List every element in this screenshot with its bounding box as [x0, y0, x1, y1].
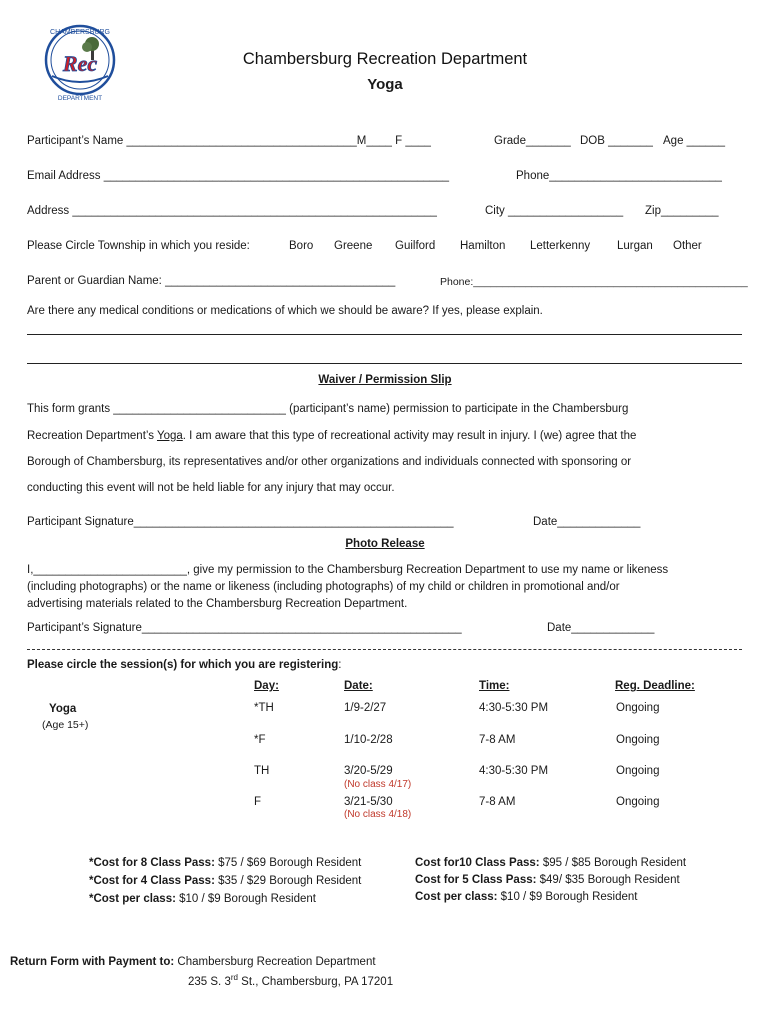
page-subtitle: Yoga — [367, 76, 403, 93]
township-option-other[interactable]: Other — [673, 240, 702, 252]
cost-left-1 — [89, 857, 361, 869]
session-day[interactable]: *TH — [254, 702, 274, 714]
photo-line-1: I,________________________, give my permission to the Chambersburg Recreation Department to use my name or likeness — [27, 564, 669, 576]
address-a: 235 S. 3 — [188, 975, 231, 988]
cost-left-3 — [89, 893, 316, 905]
age-field[interactable]: Age ______ — [663, 135, 726, 147]
return-address — [188, 973, 393, 988]
participant-name-field[interactable]: Participant’s Name ____________________________________M____ F ____ — [27, 135, 431, 147]
dob-field[interactable]: DOB _______ — [580, 135, 653, 147]
township-option-boro[interactable]: Boro — [289, 240, 314, 252]
session-deadline: Ongoing — [616, 734, 660, 746]
cost-value: $35 / $29 Borough Resident — [214, 875, 362, 887]
sessions-heading — [27, 659, 341, 671]
township-option-hamilton[interactable]: Hamilton — [460, 240, 506, 252]
program-age: (Age 15+) — [42, 719, 89, 731]
cost-right-1 — [415, 857, 686, 869]
return-label: Return Form with Payment to: — [10, 956, 175, 968]
session-date[interactable]: 3/21-5/30 — [344, 796, 393, 808]
photo-line-2: (including photographs) or the name or likeness (including photographs) of my child or children in promotional and/or — [27, 581, 620, 593]
township-option-letterkenny[interactable]: Letterkenny — [530, 240, 591, 252]
session-note: (No class 4/18) — [344, 809, 412, 820]
address-field[interactable]: Address _________________________________________________________ — [27, 205, 437, 217]
township-label: Please Circle Township in which you reside: — [27, 240, 250, 252]
guardian-name-field[interactable]: Parent or Guardian Name: ____________________________________ — [27, 275, 396, 287]
logo-bottom-text: DEPARTMENT — [57, 95, 103, 102]
cost-label: *Cost for 8 Class Pass: — [89, 857, 215, 869]
session-deadline: Ongoing — [616, 702, 660, 714]
program-name: Yoga — [49, 703, 77, 715]
cost-value: $95 / $85 Borough Resident — [539, 857, 687, 869]
cost-label: *Cost for 4 Class Pass: — [89, 875, 215, 887]
sessions-heading-colon: : — [338, 659, 342, 671]
cost-value: $10 / $9 Borough Resident — [175, 893, 316, 905]
medical-answer-line-2[interactable] — [27, 363, 742, 364]
medical-answer-line-1[interactable] — [27, 334, 742, 335]
session-date[interactable]: 1/9-2/27 — [344, 702, 387, 714]
participant-signature-field[interactable]: Participant Signature__________________________________________________ — [27, 516, 454, 528]
city-field[interactable]: City __________________ — [485, 205, 624, 217]
cost-value: $75 / $69 Borough Resident — [214, 857, 362, 869]
grade-field[interactable]: Grade_______ — [494, 135, 571, 147]
session-deadline: Ongoing — [616, 765, 660, 777]
cost-right-3 — [415, 891, 637, 903]
waiver-yoga: Yoga — [156, 430, 183, 442]
session-date[interactable]: 3/20-5/29 — [344, 765, 393, 777]
waiver-heading: Waiver / Permission Slip — [318, 374, 452, 386]
session-day[interactable]: F — [254, 796, 262, 808]
session-day[interactable]: *F — [254, 734, 266, 746]
col-date: Date: — [344, 680, 373, 692]
page-title: Chambersburg Recreation Department — [242, 50, 528, 68]
col-time: Time: — [479, 680, 510, 692]
cost-label: Cost for10 Class Pass: — [415, 857, 540, 869]
photo-heading: Photo Release — [345, 538, 425, 550]
logo-main-text: Rec — [62, 51, 98, 76]
zip-field[interactable]: Zip_________ — [645, 205, 719, 217]
township-option-greene[interactable]: Greene — [334, 240, 373, 252]
waiver-line-2 — [27, 430, 636, 442]
address-b: St., Chambersburg, PA 17201 — [237, 975, 394, 988]
waiver-line-2a: Recreation Department’s — [27, 430, 157, 442]
cost-label: Cost for 5 Class Pass: — [415, 874, 537, 886]
photo-signature-field[interactable]: Participant’s Signature__________________________________________________ — [27, 622, 462, 634]
session-time[interactable]: 4:30-5:30 PM — [479, 765, 549, 777]
session-deadline: Ongoing — [616, 796, 660, 808]
waiver-line-1: This form grants ___________________________ (participant’s name) permission to participate in the Chambersburg — [27, 403, 629, 415]
medical-question: Are there any medical conditions or medications of which we should be aware? If yes, please explain. — [27, 305, 543, 317]
session-day[interactable]: TH — [254, 765, 270, 777]
cost-value: $10 / $9 Borough Resident — [497, 891, 638, 903]
cost-left-2 — [89, 875, 361, 887]
cost-label: *Cost per class: — [89, 893, 176, 905]
return-form-line — [10, 956, 376, 968]
session-time[interactable]: 7-8 AM — [479, 734, 516, 746]
waiver-line-3: Borough of Chambersburg, its representatives and/or other organizations and individuals connected with sponsoring or — [27, 456, 632, 468]
waiver-line-4: conducting this event will not be held liable for any injury that may occur. — [27, 482, 395, 494]
township-option-lurgan[interactable]: Lurgan — [617, 240, 653, 252]
session-date[interactable]: 1/10-2/28 — [344, 734, 393, 746]
session-note: (No class 4/17) — [344, 779, 412, 790]
guardian-phone-field[interactable]: Phone:_______________________________________________ — [440, 276, 748, 288]
photo-date-field[interactable]: Date_____________ — [547, 622, 655, 634]
photo-line-3: advertising materials related to the Chambersburg Recreation Department. — [27, 598, 408, 610]
session-time[interactable]: 4:30-5:30 PM — [479, 702, 549, 714]
waiver-date-field[interactable]: Date_____________ — [533, 516, 641, 528]
col-deadline: Reg. Deadline: — [615, 680, 695, 692]
col-day: Day: — [254, 680, 279, 692]
session-time[interactable]: 7-8 AM — [479, 796, 516, 808]
cost-label: Cost per class: — [415, 891, 498, 903]
sessions-heading-text: Please circle the session(s) for which you are registering — [27, 659, 339, 671]
township-option-guilford[interactable]: Guilford — [395, 240, 436, 252]
return-org: Chambersburg Recreation Department — [174, 956, 376, 968]
cost-value: $49/ $35 Borough Resident — [536, 874, 680, 886]
logo-top-text: CHAMBERSBURG — [50, 29, 110, 36]
cost-right-2 — [415, 874, 680, 886]
address-sup: rd — [230, 973, 238, 982]
email-field[interactable]: Email Address ______________________________________________________ — [27, 170, 450, 182]
waiver-line-2b: . I am aware that this type of recreational activity may result in injury. I (we) agree that the — [182, 430, 637, 442]
phone-field[interactable]: Phone___________________________ — [516, 170, 722, 182]
divider — [27, 649, 742, 650]
